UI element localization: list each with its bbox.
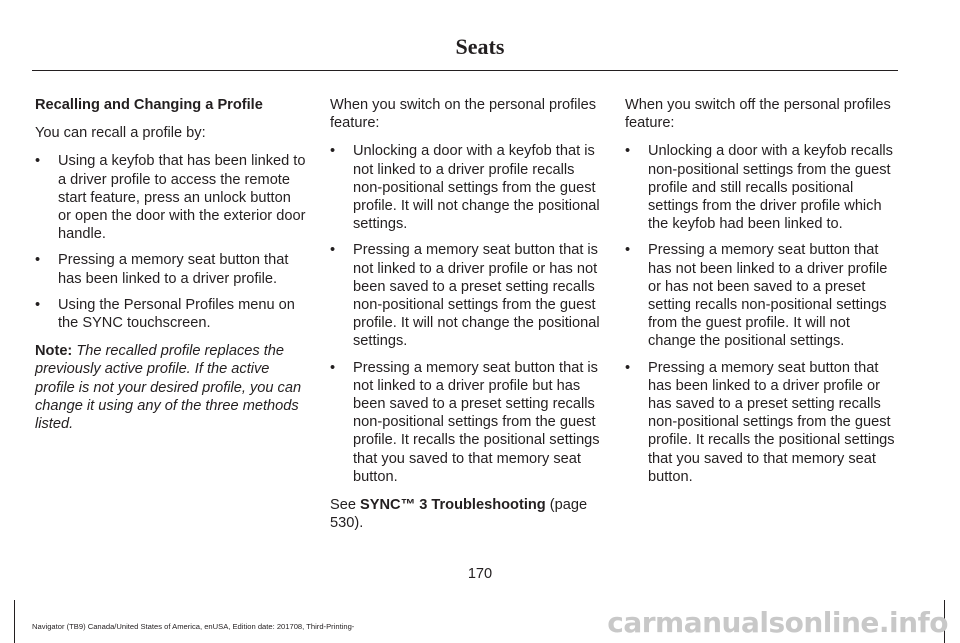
list-item-text: Unlocking a door with a keyfob recalls non-positional settings from the guest profile and still recalls positional settings from the driver profile which the keyfob had been linked to.	[648, 143, 893, 233]
watermark-text: carmanualsonline.info	[607, 606, 948, 639]
see-also	[330, 496, 602, 532]
list-item-text: Pressing a memory seat button that is not linked to a driver profile or has not been saved to a preset setting recalls non-positional settings from the guest profile. It will not change the positional settings.	[353, 242, 600, 350]
section-heading: Recalling and Changing a Profile	[35, 97, 263, 113]
column-3	[625, 96, 897, 496]
page-number: 170	[467, 566, 493, 582]
note-text: The recalled profile replaces the previously active profile. If the active profile is not your desired profile, you can change it using any of the three methods listed.	[35, 343, 302, 433]
bullet-icon: •	[625, 359, 631, 376]
list-item-text: Using the Personal Profiles menu on the SYNC touchscreen.	[58, 296, 295, 332]
column-2	[330, 96, 602, 542]
list-item-text: Pressing a memory seat button that has been linked to a driver profile.	[58, 252, 289, 287]
list-item	[625, 359, 897, 486]
list-item	[35, 296, 307, 332]
note	[35, 342, 307, 433]
intro-text: When you switch on the personal profiles feature:	[330, 97, 597, 132]
list-item	[330, 142, 602, 233]
bullet-icon: •	[35, 252, 41, 269]
list-item	[35, 152, 307, 243]
bullet-list	[625, 142, 897, 486]
see-prefix: See	[330, 497, 356, 514]
bullet-icon: •	[35, 296, 41, 313]
list-item-text: Pressing a memory seat button that has been linked to a driver profile or has saved to a preset setting recalls non-positional settings from the guest profile. It recalls the positional settings that you saved to that memory seat button.	[648, 359, 895, 485]
see-reference-link[interactable]: SYNC™ 3 Troubleshooting	[360, 497, 546, 514]
header-divider	[32, 70, 898, 71]
list-item-text: Pressing a memory seat button that has not been linked to a driver profile or has not been saved to a preset setting recalls non-positional settings from the guest profile. It will not change the positional settings.	[648, 242, 888, 350]
bullet-list	[330, 142, 602, 486]
list-item	[35, 251, 307, 287]
note-label: Note:	[35, 343, 73, 360]
list-item-text: Pressing a memory seat button that is not linked to a driver profile but has been saved to a preset setting recalls non-positional settings from the guest profile. It recalls the positional settings that you saved to that memory seat button.	[353, 359, 600, 485]
list-item-text: Using a keyfob that has been linked to a driver profile to access the remote start feature, press an unlock button or open the door with the exterior door handle.	[58, 153, 306, 243]
page-header-title: Seats	[455, 34, 505, 59]
bullet-icon: •	[330, 359, 336, 376]
footer-edition-text: Navigator (TB9) Canada/United States of America, enUSA, Edition date: 201708, Third-Printing-	[32, 622, 355, 631]
intro-text: You can recall a profile by:	[35, 125, 206, 142]
intro-text: When you switch off the personal profiles feature:	[625, 97, 891, 132]
list-item	[330, 241, 602, 350]
see-suffix: (page 530).	[330, 497, 588, 532]
list-item	[625, 142, 897, 233]
bullet-icon: •	[625, 143, 631, 160]
bullet-icon: •	[330, 143, 336, 160]
bullet-list	[35, 152, 307, 332]
bullet-icon: •	[330, 242, 336, 259]
list-item	[625, 241, 897, 350]
bullet-icon: •	[35, 153, 41, 170]
column-1	[35, 96, 307, 443]
crop-mark-left	[14, 600, 15, 643]
list-item-text: Unlocking a door with a keyfob that is not linked to a driver profile recalls non-positional settings from the guest profile. It will not change the positional settings.	[353, 143, 600, 233]
bullet-icon: •	[625, 242, 631, 259]
list-item	[330, 359, 602, 486]
